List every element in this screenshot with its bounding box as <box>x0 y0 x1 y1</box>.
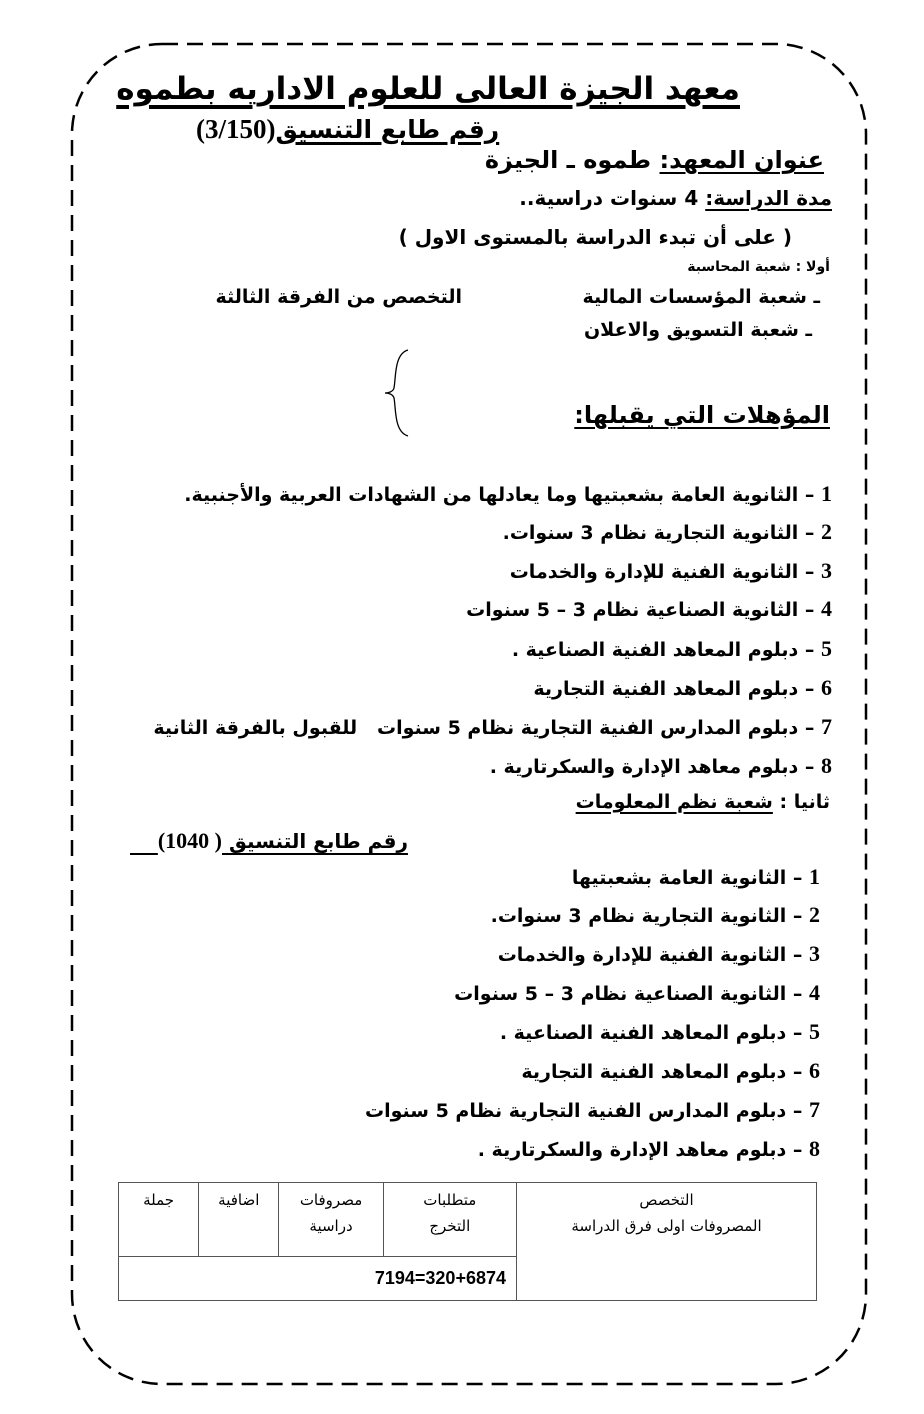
duration-label: مدة الدراسة: <box>705 186 832 210</box>
qualification-item: 4 – الثانوية الصناعية نظام 3 – 5 سنوات <box>454 980 820 1005</box>
fees-sum-cell: 7194=320+6874 <box>119 1257 517 1301</box>
coordination-code-value: (3/150) <box>196 114 276 144</box>
qualification-item: 5 – دبلوم المعاهد الفنية الصناعية . <box>511 636 832 661</box>
specialization-cell: التخصص المصروفات اولى فرق الدراسة <box>517 1183 817 1301</box>
specialization-note: التخصص من الفرقة الثالثة <box>215 286 462 308</box>
fees-table <box>118 1182 817 1301</box>
qualification-item: 8 – دبلوم معاهد الإدارة والسكرتارية . <box>477 1136 820 1161</box>
study-duration <box>519 188 832 208</box>
qualification-item: 7 – دبلوم المدارس الفنية التجارية نظام 5 سنوات للقبول بالفرقة الثانية <box>153 714 832 739</box>
total-header: جملة <box>119 1183 199 1257</box>
qualification-item: 8 – دبلوم معاهد الإدارة والسكرتارية . <box>489 753 832 778</box>
qualification-item: 2 – الثانوية التجارية نظام 3 سنوات. <box>502 519 832 544</box>
additional-fees-header: اضافية <box>199 1183 279 1257</box>
qualification-item: 7 – دبلوم المدارس الفنية التجارية نظام 5 سنوات <box>364 1097 820 1122</box>
coordination-code-value: (1040 ) <box>157 828 223 853</box>
address-label: عنوان المعهد: <box>659 146 824 174</box>
qualification-item: 4 – الثانوية الصناعية نظام 3 – 5 سنوات <box>466 596 832 621</box>
branch-financial-institutions: ـ شعبة المؤسسات المالية <box>582 286 820 308</box>
qualification-item: 6 – دبلوم المعاهد الفنية التجارية <box>533 675 832 700</box>
institute-address <box>485 148 824 172</box>
start-level-note: ( على أن تبدء الدراسة بالمستوى الاول ) <box>398 225 792 249</box>
address-value: طموه ـ الجيزة <box>484 146 652 174</box>
qualification-item: 1 – الثانوية العامة بشعبتيها <box>571 864 820 889</box>
duration-value: 4 سنوات دراسية.. <box>519 186 699 210</box>
section2-heading: ثانيا : شعبة نظم المعلومات <box>575 791 830 813</box>
qualification-item: 3 – الثانوية الفنية للإدارة والخدمات <box>509 558 832 583</box>
institute-title: معهد الجيزة العالى للعلوم الاداريه بطموه <box>116 71 740 107</box>
section1-heading: أولا : شعبة المحاسبة <box>687 259 830 275</box>
graduation-requirements-header: متطلبات التخرج <box>383 1183 516 1257</box>
coordination-code-label: رقم طابع التنسيق <box>275 115 500 144</box>
coordination-code-1 <box>196 116 499 143</box>
study-fees-header: مصروفات دراسية <box>279 1183 383 1257</box>
qualification-item: 3 – الثانوية الفنية للإدارة والخدمات <box>497 941 820 966</box>
table-header-row <box>119 1183 817 1257</box>
coordination-code-2 <box>130 830 408 852</box>
qualification-item: 5 – دبلوم المعاهد الفنية الصناعية . <box>499 1019 820 1044</box>
coordination-code-label: رقم طابع التنسيق <box>228 829 408 853</box>
qualifications-title: المؤهلات التي يقبلها: <box>574 401 830 429</box>
qualification-item: 1 – الثانوية العامة بشعبتيها وما يعادلها من الشهادات العربية والأجنبية. <box>184 481 832 506</box>
branch-marketing-advertising: ـ شعبة التسويق والاعلان <box>583 319 812 341</box>
curly-brace-icon <box>382 348 412 438</box>
qualification-item: 2 – الثانوية التجارية نظام 3 سنوات. <box>490 902 820 927</box>
qualification-item: 6 – دبلوم المعاهد الفنية التجارية <box>521 1058 820 1083</box>
